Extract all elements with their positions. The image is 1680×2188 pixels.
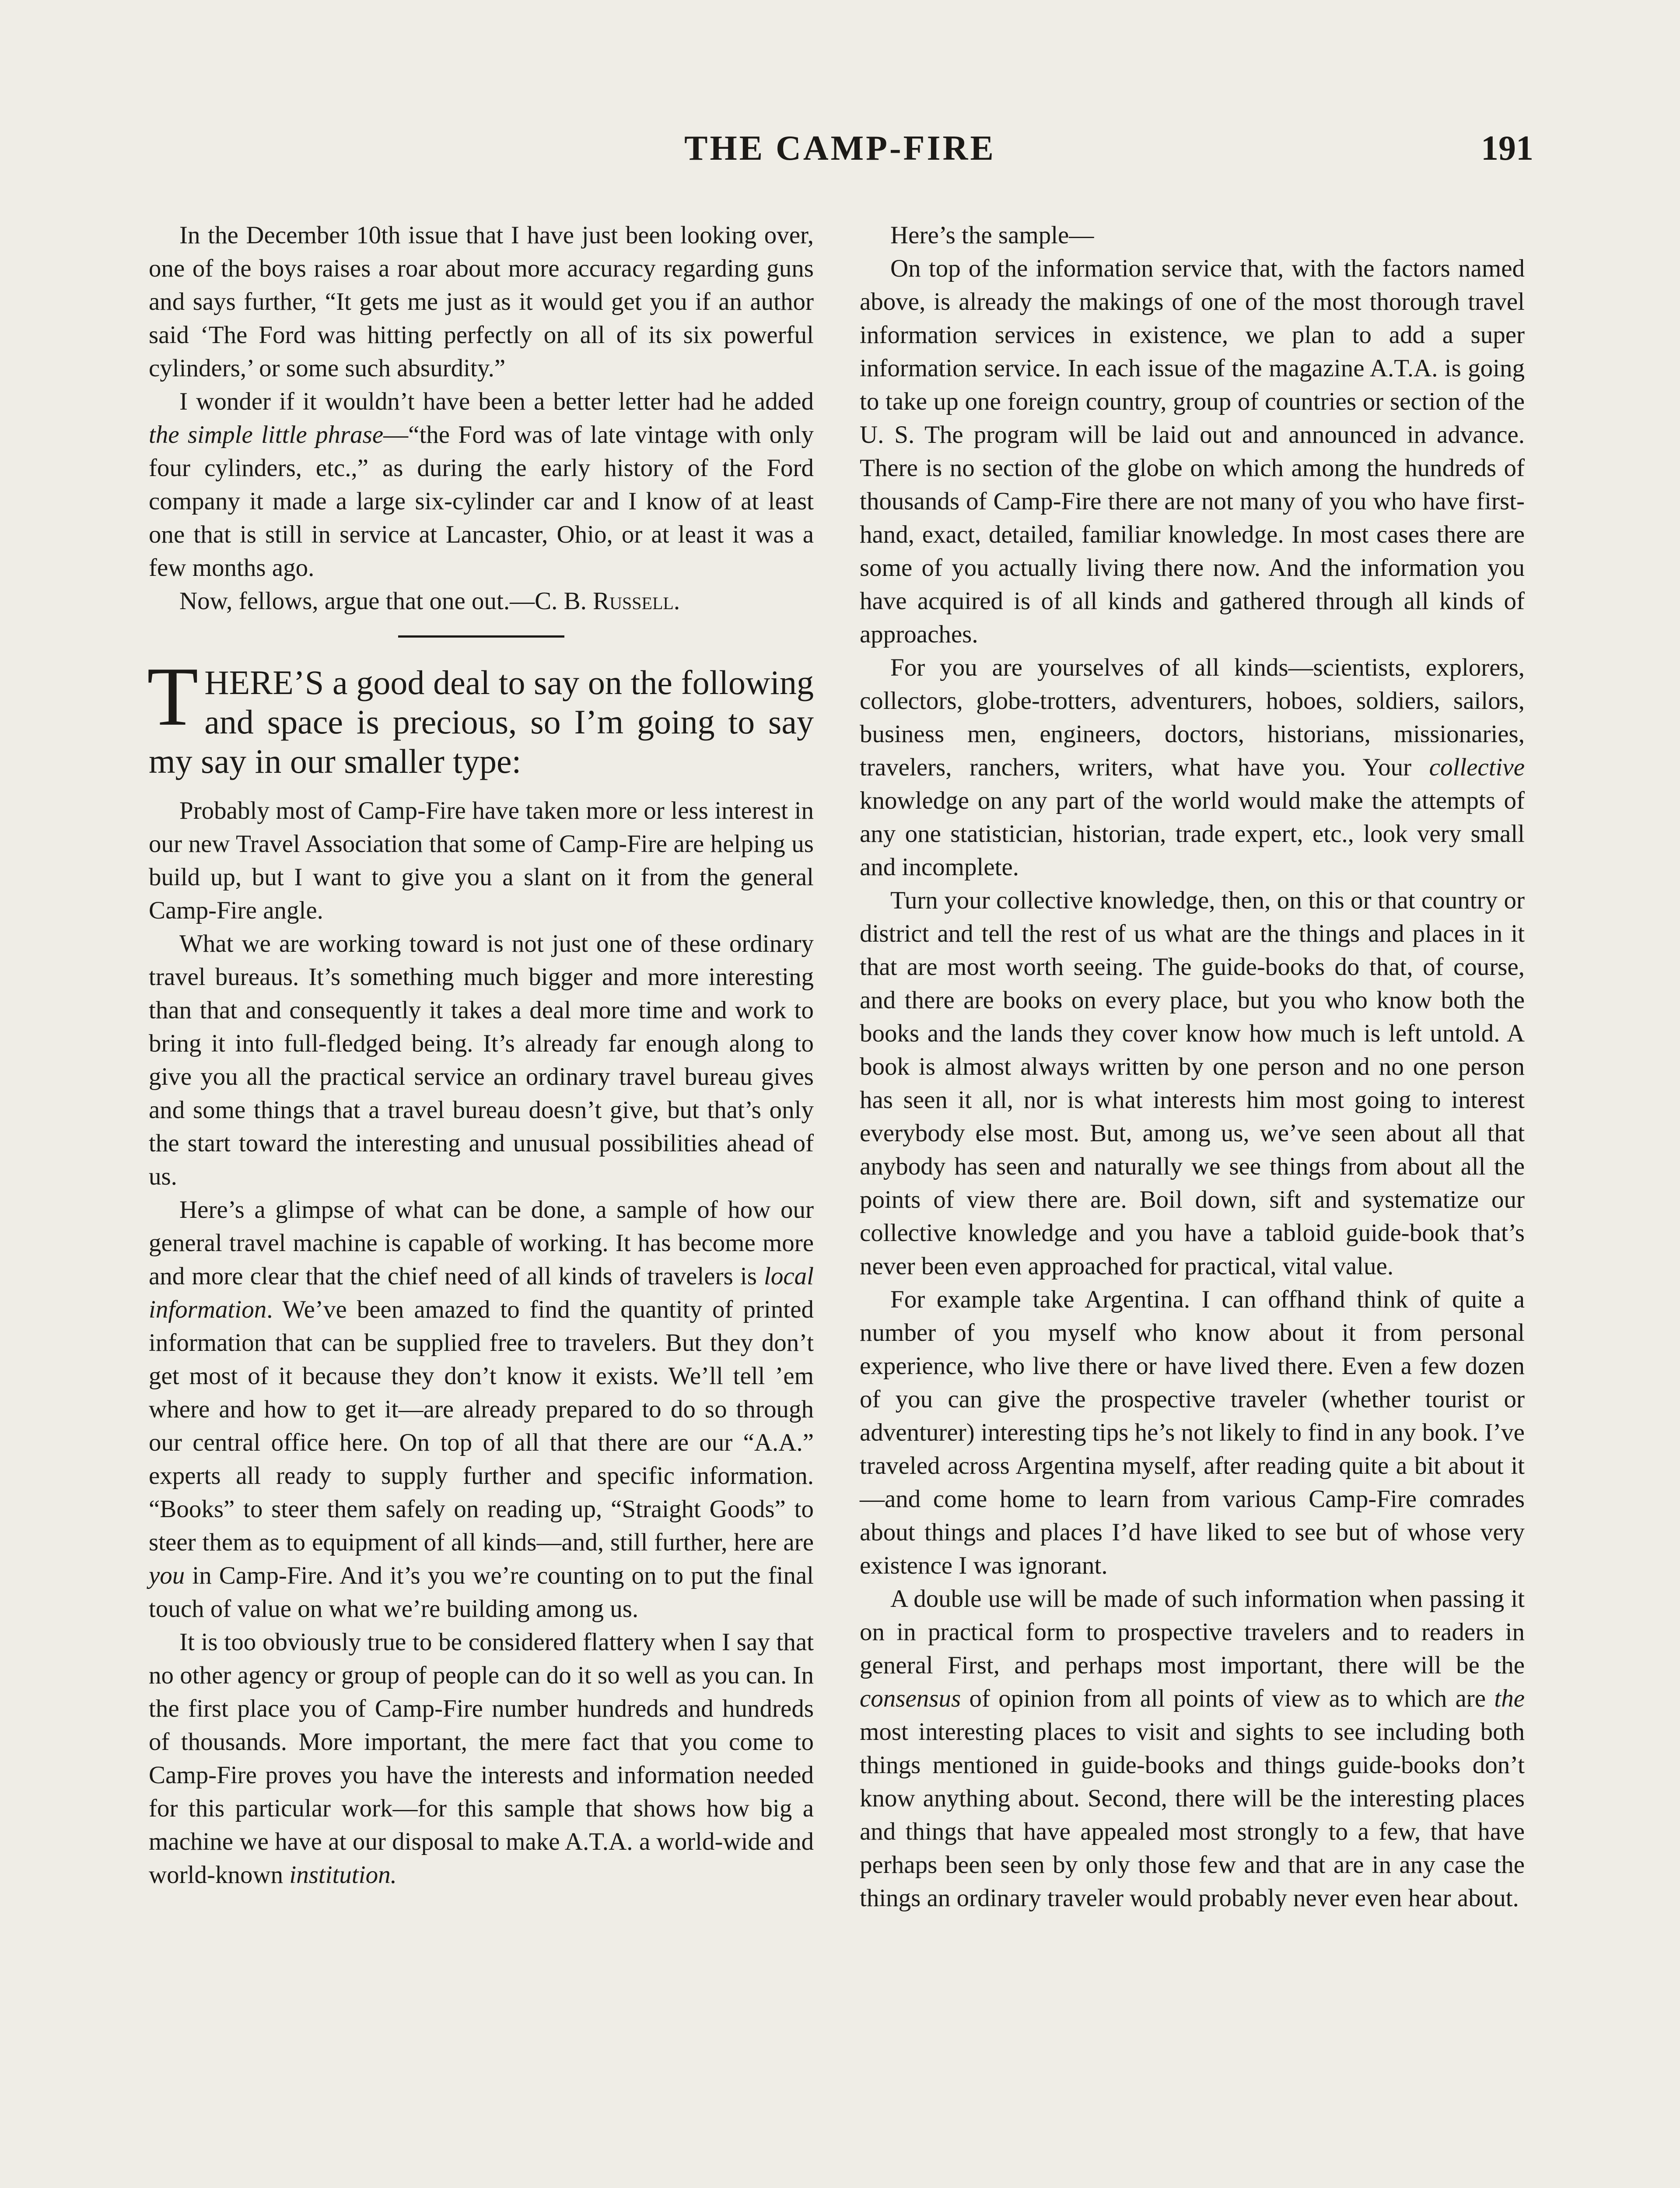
body-paragraph: It is too obviously true to be considered flattery when I say that no other agency or group of people can do it so well as you can. In the first place you of Camp-Fire number hundreds and hundreds of thousands. More important, the mere fact that you come to Camp-Fire proves you have the interests and information needed for this particular work—for this sample that shows how big a machine we have at our disposal to make A.T.A. a world-wide and world-known institution. [149, 1628, 814, 1889]
running-title: THE CAMP-FIRE [684, 129, 996, 168]
page-number: 191 [1481, 129, 1533, 168]
body-paragraph: A double use will be made of such information when passing it on in practical form to prospective travelers and to readers in general First, and perhaps most important, there will be the consensus of opinion from all points of view as to which are the most interesting places to visit and sights to see including both things mentioned in guide-books and things guide-books don’t know anything about. Second, there will be the interesting places and things that have appealed most strongly to a few, that have perhaps been seen by only those few and that are in any case the things an ordinary traveler would probably never even hear about. [860, 1585, 1525, 1912]
body-paragraph: On top of the information service that, with the factors named above, is already the makings of one of the most thorough travel information services in existence, we plan to add a super information service. In each issue of the magazine A.T.A. is going to take up one foreign country, group of countries or section of the U. S. The program will be laid out and announced in advance. There is no section of the globe on which among the hundreds of thousands of Camp-Fire there are not many of you who have first-hand, exact, detailed, familiar knowledge. In most cases there are some of you actually living there now. And the information you have acquired is of all kinds and gathered through all kinds of approaches. [860, 255, 1525, 648]
body-paragraph: Here’s a glimpse of what can be done, a sample of how our general travel machine is capable of working. It has become more and more clear that the chief need of all kinds of travelers is local information. We’ve been amazed to find the quantity of printed information that can be supplied free to travelers. But they don’t get most of it because they don’t know it exists. We’ll tell ’em where and how to get it—are already prepared to do so through our central office here. On top of all that there are our “A.A.” experts all ready to supply further and specific information. “Books” to steer them safely on reading up, “Straight Goods” to steer them as to equipment of all kinds—and, still further, here are you in Camp-Fire. And it’s you we’re counting on to put the final touch of value on what we’re building among us. [149, 1196, 814, 1623]
editor-intro: THERE’S a good deal to say on the following and space is precious, so I’m going to say my say in our smaller type: [147, 650, 814, 780]
body-paragraph: For example take Argentina. I can offhand think of quite a number of you myself who know about it from personal experience, who live there or have lived there. Even a few dozen of you can give the prospective traveler (whether tourist or adventurer) interesting tips he’s not likely to find in any book. I’ve traveled across Argentina myself, after reading quite a bit about it—and come home to learn from various Camp-Fire comrades about things and places I’d have liked to see but of whose very existence I was ignorant. [860, 1286, 1525, 1579]
letter-paragraph: In the December 10th issue that I have just been looking over, one of the boys raises a roar about more accuracy regarding guns and says further, “It gets me just as it would get you if an author said ‘The Ford was hitting perfectly on all of its six powerful cylinders,’ or some such absurdity.” [149, 221, 814, 382]
letter-signature: Now, fellows, argue that one out.—C. B. Russell. [179, 587, 680, 615]
body-paragraph: For you are yourselves of all kinds—scientists, explorers, collectors, globe-trotters, adventurers, hoboes, soldiers, sailors, business men, engineers, doctors, historians, missionaries, travelers, ranchers, writers, what have you. Your collective knowledge on any part of the world would make the attempts of any one statistician, historian, trade expert, etc., look very small and incomplete. [860, 654, 1525, 881]
section-divider [398, 635, 564, 638]
page-header [0, 129, 1680, 181]
body-paragraph: What we are working toward is not just one of these ordinary travel bureaus. It’s something much bigger and more interesting than that and consequently it takes a deal more time and work to bring it into full-fledged being. It’s already far enough along to give you all the practical service an ordinary travel bureau gives and some things that a travel bureau doesn’t give, but that’s only the start toward the interesting and unusual possibilities ahead of us. [149, 930, 814, 1190]
drop-cap: T [147, 650, 199, 743]
left-column [149, 219, 814, 1892]
right-column [860, 219, 1525, 1915]
body-paragraph: Turn your collective knowledge, then, on this or that country or district and tell the rest of us what are the things and places in it that are most worth seeing. The guide-books do that, of course, and there are books on every place, but you who know both the books and the lands they cover know how much is left untold. A book is almost always written by one person and no one person has seen it all, nor is what interests him most going to interest everybody else most. But, among us, we’ve seen about all that anybody has seen and naturally we see things from about all the points of view there are. Boil down, sift and systematize our collective knowledge and you have a tabloid guide-book that’s never been even approached for practical, vital value. [860, 887, 1525, 1280]
author-name: Russell. [593, 587, 680, 615]
letter-paragraph: I wonder if it wouldn’t have been a better letter had he added the simple little phrase—“the Ford was of late vintage with only four cylinders, etc.,” as during the early history of the Ford company it made a large six-cylinder car and I know of at least one that is still in service at Lancaster, Ohio, or at least it was a few months ago. [149, 388, 814, 582]
body-paragraph: Here’s the sample— [890, 221, 1094, 249]
body-paragraph: Probably most of Camp-Fire have taken more or less interest in our new Travel Association that some of Camp-Fire are helping us build up, but I want to give you a slant on it from the general Camp-Fire angle. [149, 797, 814, 924]
